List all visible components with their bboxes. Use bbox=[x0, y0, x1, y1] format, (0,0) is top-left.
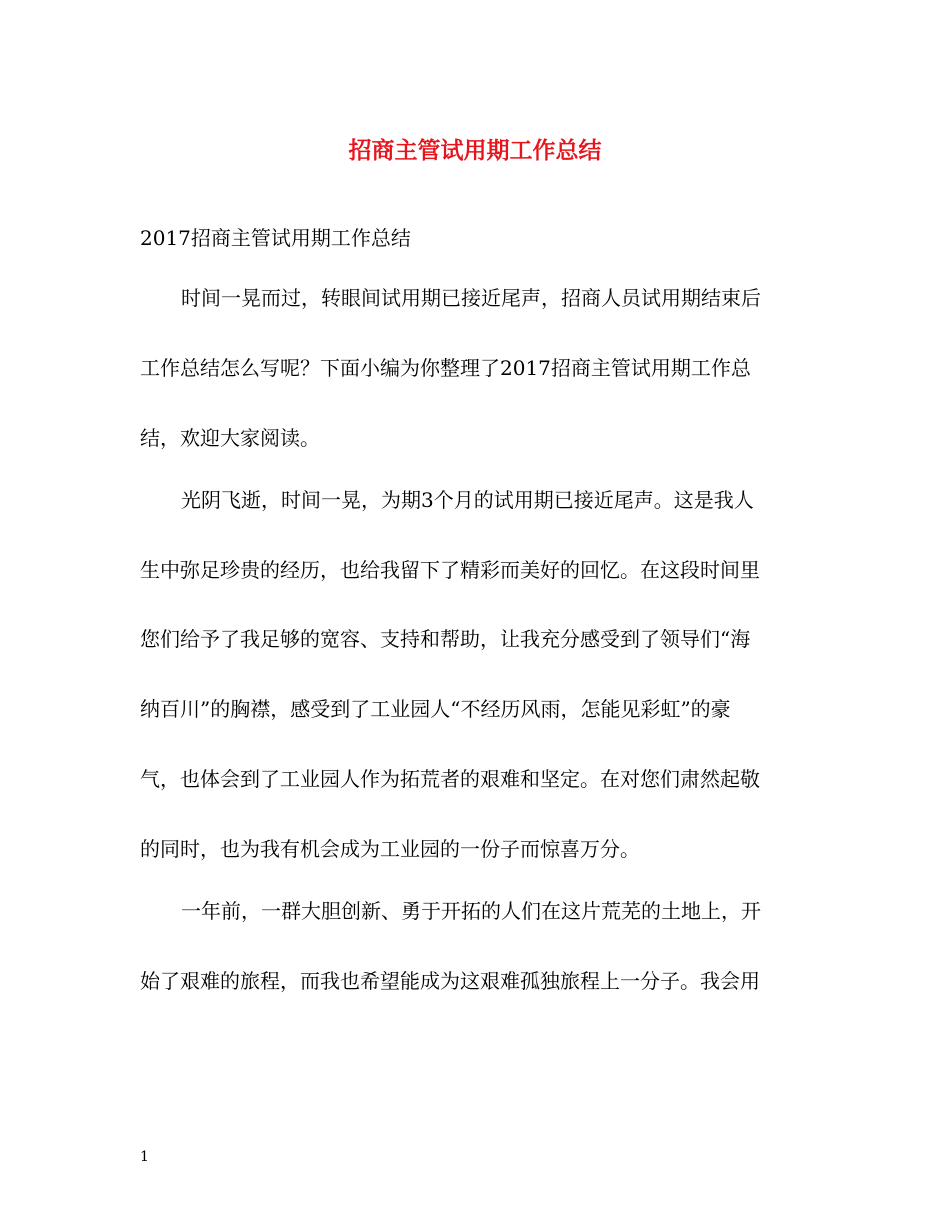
paragraph-line: 气，也体会到了工业园人作为拓荒者的艰难和坚定。在对您们肃然起敬 bbox=[140, 767, 760, 791]
paragraph-line: 您们给予了我足够的宽容、支持和帮助，让我充分感受到了领导们“海 bbox=[140, 627, 751, 651]
paragraph-line: 光阴飞逝，时间一晃，为期3个月的试用期已接近尾声。这是我人 bbox=[181, 488, 754, 512]
document-subtitle: 2017招商主管试用期工作总结 bbox=[140, 226, 411, 250]
paragraph-line: 一年前，一群大胆创新、勇于开拓的人们在这片荒芜的土地上，开 bbox=[181, 899, 761, 923]
paragraph-line: 时间一晃而过，转眼间试用期已接近尾声，招商人员试用期结束后 bbox=[181, 286, 761, 310]
paragraph-line: 的同时，也为我有机会成为工业园的一份子而惊喜万分。 bbox=[140, 837, 640, 861]
paragraph-line: 工作总结怎么写呢？下面小编为你整理了2017招商主管试用期工作总 bbox=[140, 356, 751, 380]
paragraph-line: 始了艰难的旅程，而我也希望能成为这艰难孤独旅程上一分子。我会用 bbox=[140, 969, 760, 993]
document-title: 招商主管试用期工作总结 bbox=[348, 137, 602, 164]
paragraph-line: 纳百川”的胸襟，感受到了工业园人“不经历风雨，怎能见彩虹”的豪 bbox=[140, 697, 731, 721]
page-number: 1 bbox=[140, 1149, 149, 1165]
paragraph-line: 生中弥足珍贵的经历，也给我留下了精彩而美好的回忆。在这段时间里 bbox=[140, 558, 760, 582]
paragraph-line: 结，欢迎大家阅读。 bbox=[140, 426, 320, 450]
